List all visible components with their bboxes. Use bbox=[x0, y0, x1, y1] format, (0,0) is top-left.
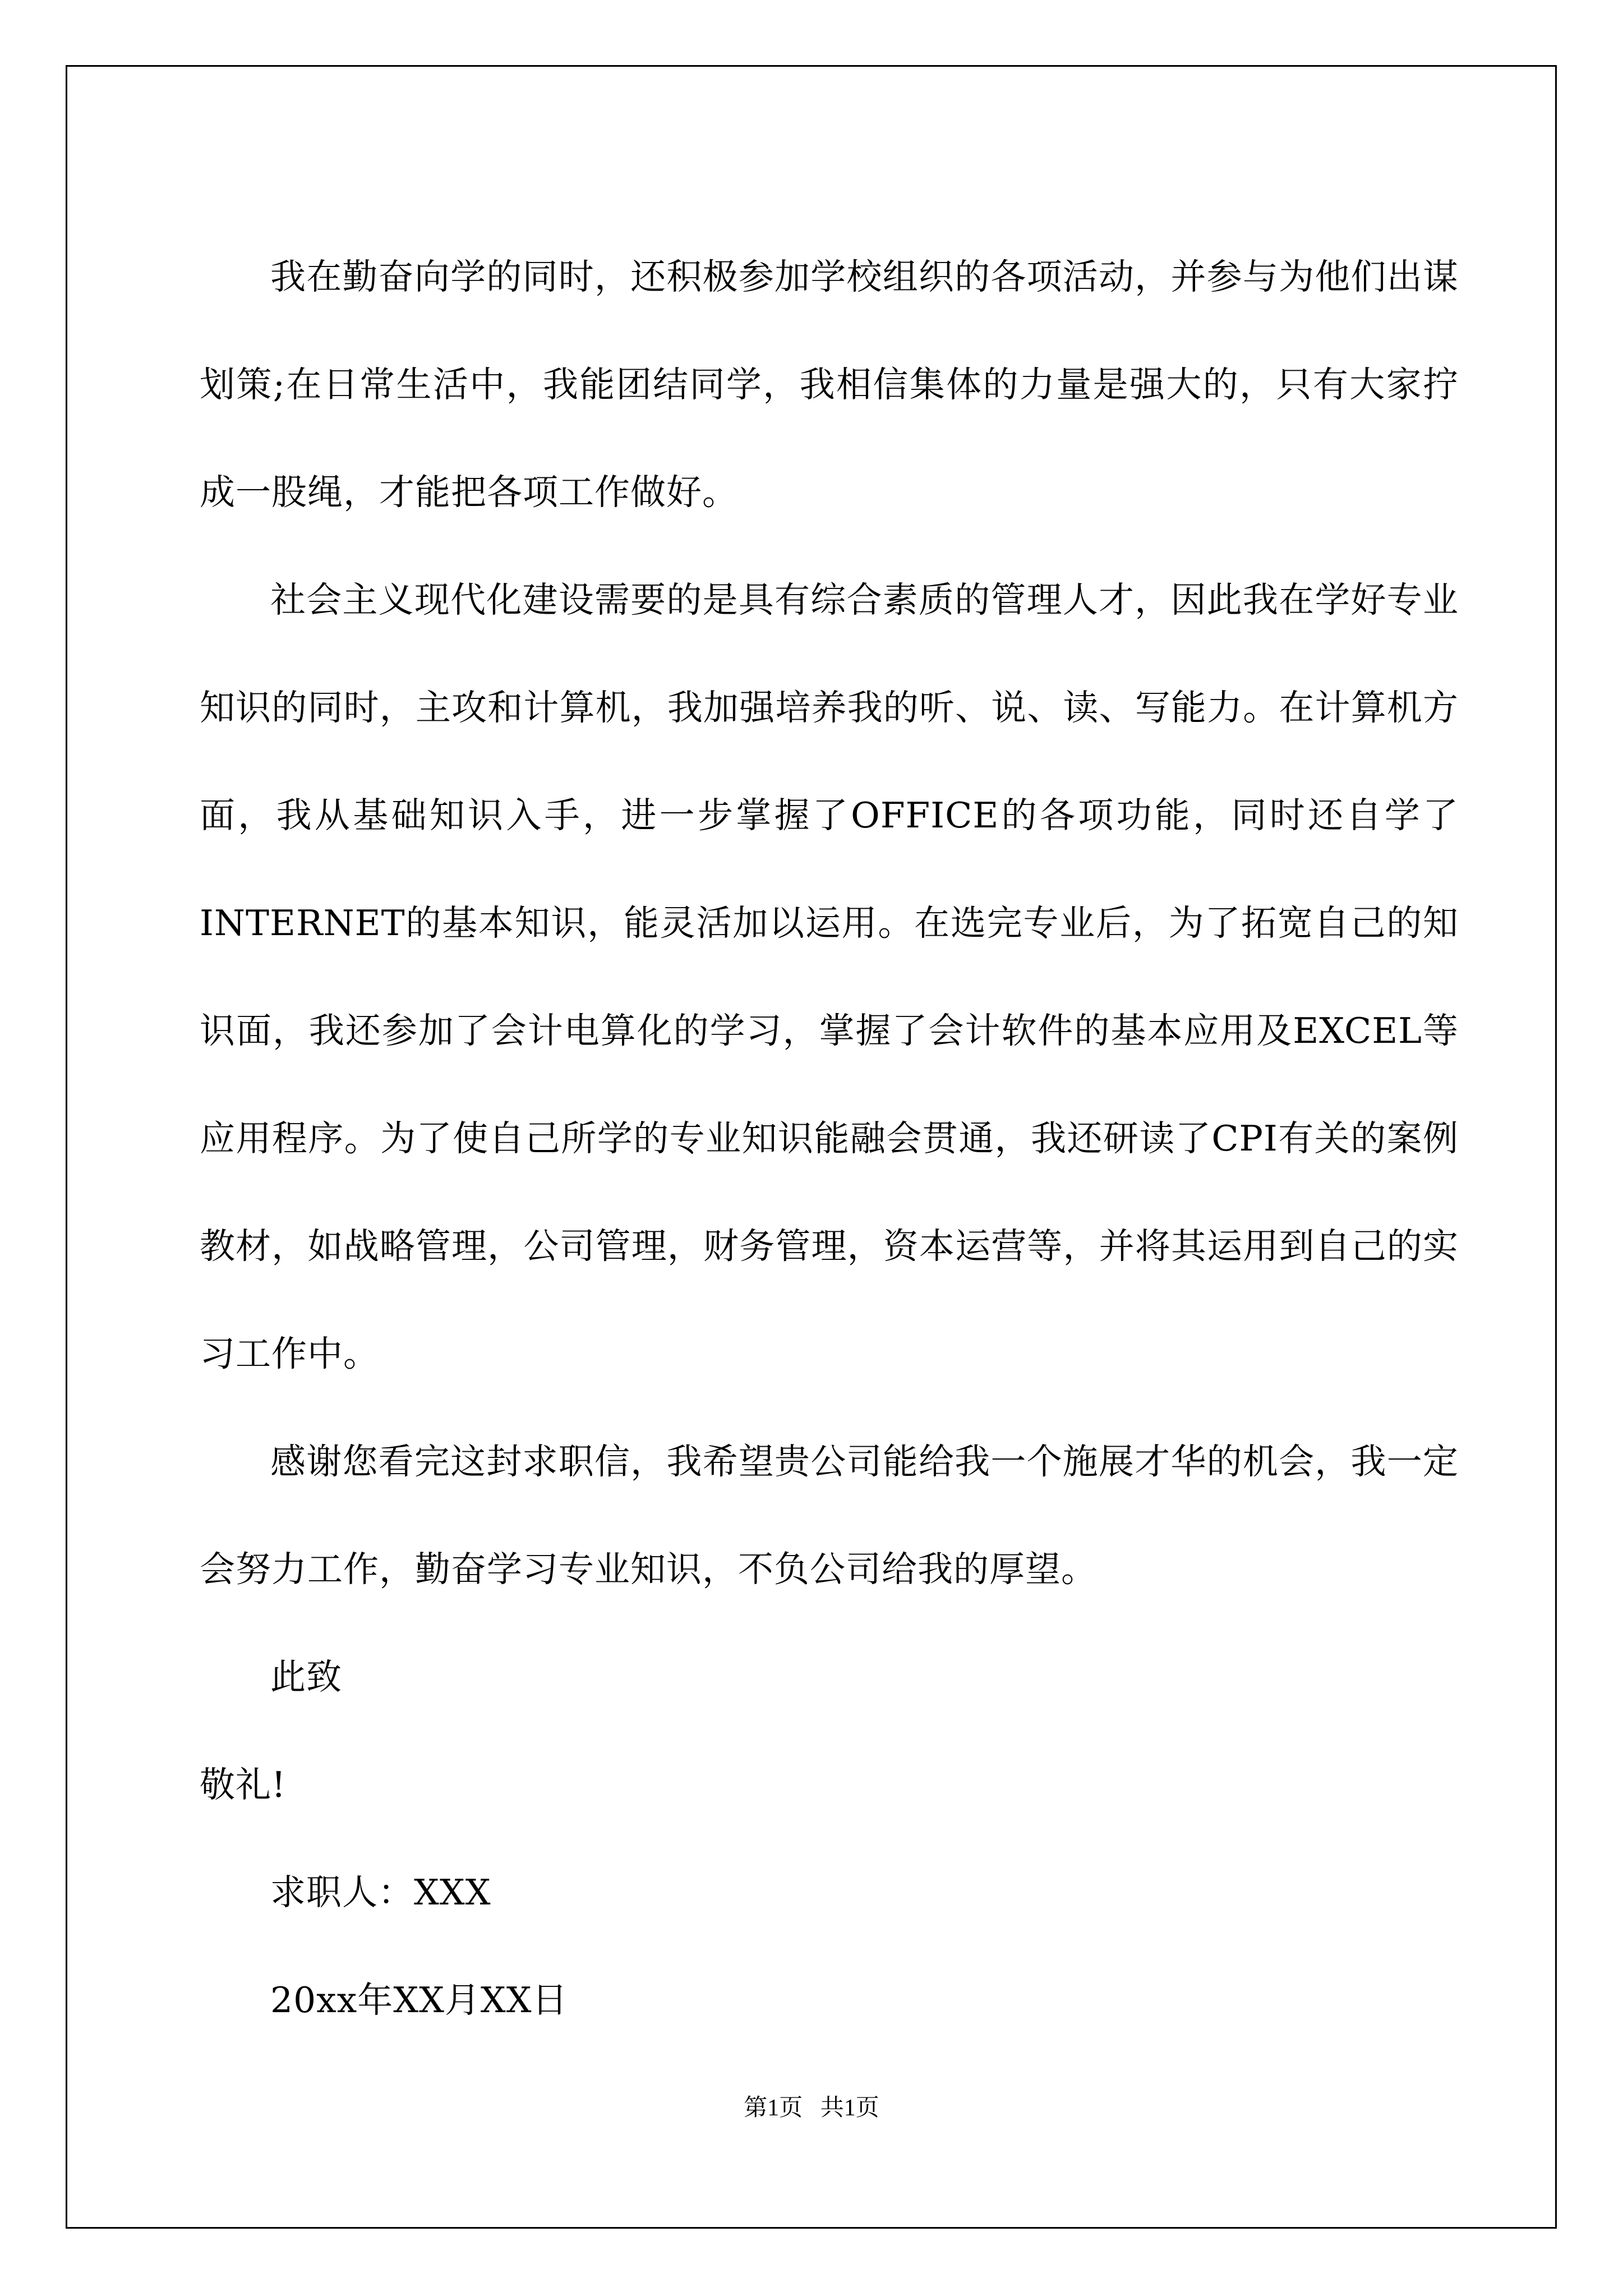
letter-body bbox=[200, 223, 1459, 2054]
page-footer bbox=[0, 2091, 1623, 2125]
closing-text: 此致 bbox=[270, 1657, 342, 1697]
paragraph-thanks: 感谢您看完这封求职信，我希望贵公司能给我一个施展才华的机会，我一定会努力工作，勤奋学习专业知识，不负公司给我的厚望。 bbox=[200, 1441, 1459, 1590]
page-number-current: 第1页 bbox=[744, 2095, 803, 2121]
paragraph-skills: 社会主义现代化建设需要的是具有综合素质的管理人才，因此我在学好专业知识的同时，主攻和计算机，我加强培养我的听、说、读、写能力。在计算机方面，我从基础知识入手，进一步掌握了OFFICE的各项功能，同时还自学了INTERNET的基本知识，能灵活加以运用。在选完专业后，为了拓宽自己的知识面，我还参加了会计电算化的学习，掌握了会计软件的基本应用及EXCEL等应用程序。为了使自己所学的专业知识能融会贯通，我还研读了CPI有关的案例教材，如战略管理，公司管理，财务管理，资本运营等，并将其运用到自己的实习工作中。 bbox=[200, 579, 1459, 1374]
paragraph-activities: 我在勤奋向学的同时，还积极参加学校组织的各项活动，并参与为他们出谋划策;在日常生活中，我能团结同学，我相信集体的力量是强大的，只有大家拧成一股绳，才能把各项工作做好。 bbox=[200, 256, 1459, 513]
letter-date: 20xx年XX月XX日 bbox=[270, 1980, 568, 2021]
salutation-text: 敬礼! bbox=[200, 1764, 287, 1805]
applicant-name: 求职人：XXX bbox=[270, 1872, 491, 1913]
page-number-total: 共1页 bbox=[820, 2095, 879, 2121]
